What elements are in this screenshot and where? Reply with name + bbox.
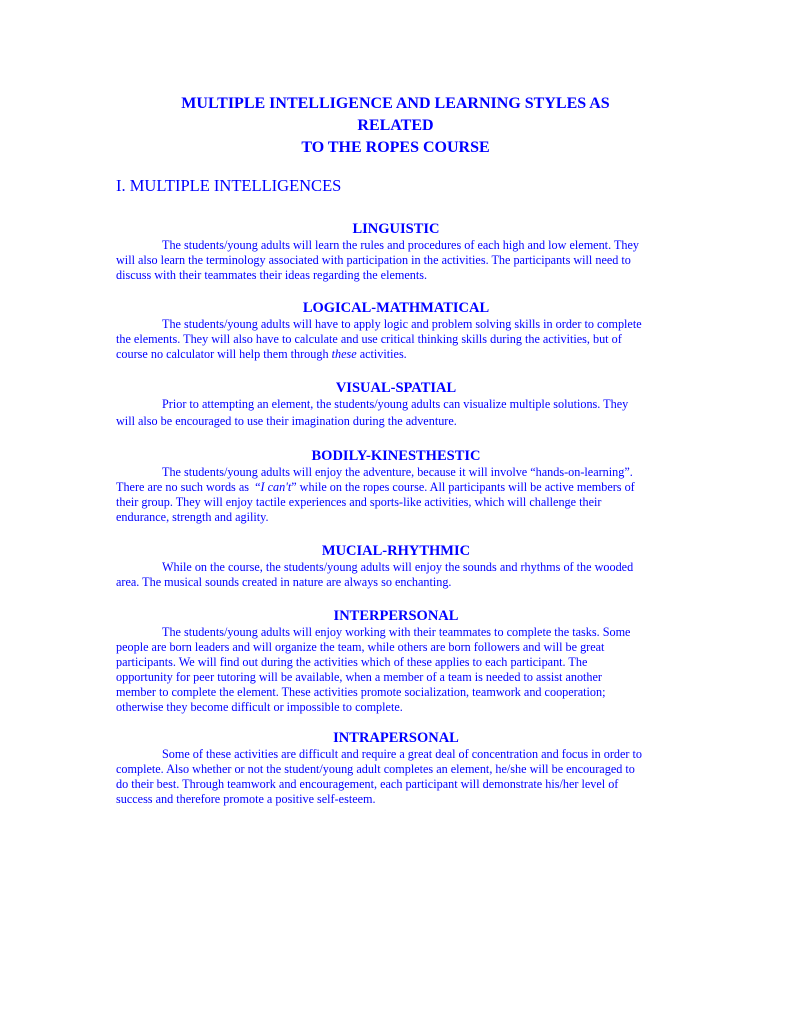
- emphasis-these: these: [331, 347, 357, 361]
- logical-mathematical-paragraph: The students/young adults will have to apply logic and problem solving skills in order to complete the elements. They will also have to calculate and use critical thinking skills during the activities, but of course no calculator will help them through these activities.: [116, 317, 642, 361]
- logical-mathematical-heading: LOGICAL-MATHMATICAL: [302, 300, 490, 316]
- musical-rhythmic-heading: MUCIAL-RHYTHMIC: [321, 543, 471, 559]
- linguistic-heading: LINGUISTIC: [352, 221, 440, 237]
- visual-spatial-paragraph: Prior to attempting an element, the students/young adults can visualize multiple solutions. They will also be encouraged to use their imagination during the adventure.: [116, 397, 629, 428]
- linguistic-paragraph: The students/young adults will learn the rules and procedures of each high and low element. They will also learn the terminology associated with participation in the activities. The participants will need to discuss with their teammates their ideas regarding the elements.: [116, 238, 639, 282]
- title-line-1: MULTIPLE INTELLIGENCE AND LEARNING STYLES AS: [181, 95, 610, 112]
- interpersonal-heading: INTERPERSONAL: [333, 608, 459, 624]
- emphasis-i-cant: I can't: [260, 480, 292, 494]
- interpersonal-paragraph: The students/young adults will enjoy working with their teammates to complete the tasks. Some people are born leaders and will organize the team, while others are born followers and will be great participants. We will find out during the activities which of these applies to each participant. The opportunity for peer tutoring will be available, when a member of a team is needed to assist another member to complete the element. These activities promote socialization, teamwork and cooperation; otherwise they become difficult or impossible to complete.: [116, 625, 631, 714]
- bodily-kinesthetic-paragraph: The students/young adults will enjoy the adventure, because it will involve “hands-on-learning”. There are no such words as “I can't” while on the ropes course. All participants will be active members of their group. They will enjoy tactile experiences and sports-like activities, which will challenge their endurance, strength and agility.: [116, 465, 635, 524]
- interpersonal-section: [116, 607, 676, 715]
- title-line-2: RELATED: [357, 117, 434, 134]
- intrapersonal-paragraph: Some of these activities are difficult and require a great deal of concentration and focus in order to complete. Also whether or not the student/young adult completes an element, he/she will be encouraged to do their best. Through teamwork and encouragement, each participant will demonstrate his/her level of success and therefore promote a positive self-esteem.: [116, 747, 642, 806]
- document-title: [100, 93, 691, 159]
- musical-rhythmic-section: [116, 542, 676, 590]
- linguistic-section: [116, 220, 676, 283]
- visual-spatial-heading: VISUAL-SPATIAL: [335, 380, 457, 396]
- section-heading: I. MULTIPLE INTELLIGENCES: [116, 176, 342, 195]
- visual-spatial-section: [116, 379, 676, 429]
- intrapersonal-heading: INTRAPERSONAL: [333, 730, 459, 746]
- musical-rhythmic-paragraph: While on the course, the students/young adults will enjoy the sounds and rhythms of the wooded area. The musical sounds created in nature are always so enchanting.: [116, 560, 634, 589]
- bodily-kinesthetic-section: [116, 447, 676, 525]
- title-line-3: TO THE ROPES COURSE: [301, 139, 490, 156]
- logical-mathematical-section: [116, 299, 676, 362]
- bodily-kinesthetic-heading: BODILY-KINESTHESTIC: [311, 448, 481, 464]
- intrapersonal-section: [116, 729, 676, 807]
